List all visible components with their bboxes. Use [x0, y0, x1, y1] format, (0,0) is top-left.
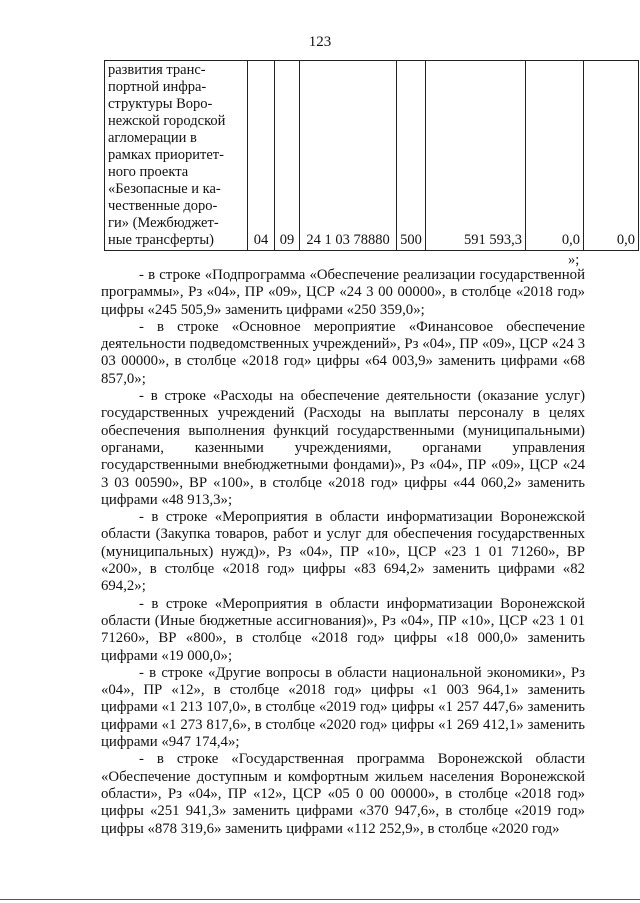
- closing-quote: »;: [568, 252, 580, 268]
- paragraph: - в строке «Государственная программа Воронежской области «Обеспечение доступным и комфортным жильем населения Воронежской области», Рз «04», ПР «12», ЦСР «05 0 00 00000», в столбце «2018 год» цифры «251 941,3» заменить цифрами «370 947,6», в столбце «2019 год» цифры «878 319,6» заменить цифрами «112 252,9», в столбце «2020 год»: [101, 751, 585, 837]
- page-number: 123: [308, 34, 332, 50]
- paragraph: - в строке «Другие вопросы в области национальной экономики», Рз «04», ПР «12», в столбце «2018 год» цифры «1 003 964,1» заменить цифрами «1 213 107,0», в столбце «2019 год» цифры «1 257 447,6» заменить цифрами «1 273 817,6», в столбце «2020 год» цифры «1 269 412,1» заменить цифрами «947 174,4»;: [101, 664, 585, 751]
- paragraph: - в строке «Расходы на обеспечение деятельности (оказание услуг) государственных учреждений (Расходы на выплаты персоналу в целях обеспечения выполнения функций государственными (муниципальными) органами, казенными учреждениями, органами управления государственными внебюджетными фондами)», Рз «04», ПР «09», ЦСР «24 3 03 00590», ВР «100», в столбце «2018 год» цифры «44 060,2» заменить цифрами «48 913,3»;: [101, 388, 585, 508]
- paragraph: - в строке «Основное мероприятие «Финансовое обеспечение деятельности подведомственных учреждений», Рз «04», ПР «09», ЦСР «24 3 03 00000», в столбце «2018 год» цифры «64 003,9» заменить цифрами «68 857,0»;: [101, 318, 585, 387]
- table-row: [105, 61, 639, 251]
- table-cell-rz: 04: [248, 61, 275, 251]
- table-cell-2020: 0,0: [584, 61, 639, 251]
- table-cell-csr: 24 1 03 78880: [300, 61, 397, 251]
- table-cell-description: развития транс- портной инфра- структуры Воро- нежской городской агломерации в рамках приоритет- ного проекта «Безопасные и ка- чественные доро- ги» (Межбюджет- ные трансферты): [105, 61, 248, 251]
- paragraph: - в строке «Мероприятия в области информатизации Воронежской области (Закупка товаров, работ и услуг для обеспечения государственных (муниципальных) нужд)», Рз «04», ПР «10», ЦСР «23 1 01 71260», ВР «200», в столбце «2018 год» цифры «83 694,2» заменить цифрами «82 694,2»;: [101, 509, 585, 595]
- budget-table: [104, 60, 639, 251]
- table-cell-vr: 500: [397, 61, 426, 251]
- paragraph: - в строке «Мероприятия в области информатизации Воронежской области (Иные бюджетные ассигнования)», Рз «04», ПР «10», ЦСР «23 1 01 71260», ВР «800», в столбце «2018 год» цифры «18 000,0» заменить цифрами «19 000,0»;: [101, 595, 585, 664]
- body-text: [101, 267, 585, 838]
- page-bottom-divider: [0, 899, 640, 900]
- paragraph: - в строке «Подпрограмма «Обеспечение реализации государственной программы», Рз «04», ПР «09», ЦСР «24 3 00 00000», в столбце «2018 год» цифры «245 505,9» заменить цифрами «250 359,0»;: [101, 267, 585, 318]
- table-cell-2019: 0,0: [526, 61, 584, 251]
- table-cell-2018: 591 593,3: [426, 61, 526, 251]
- table-cell-pr: 09: [275, 61, 300, 251]
